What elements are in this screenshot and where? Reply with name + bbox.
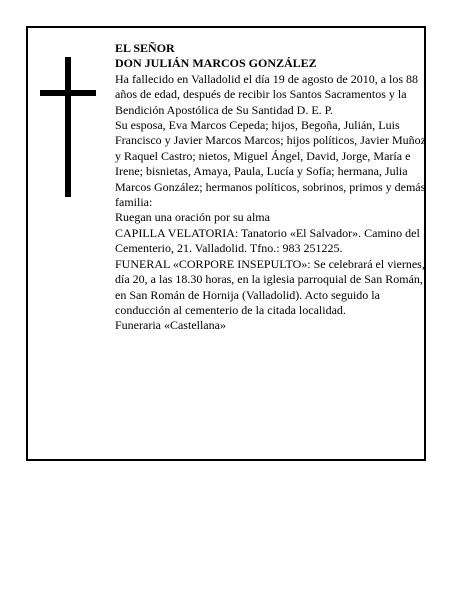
funeral-info: FUNERAL «CORPORE INSEPULTO»: Se celebrará el viernes, día 20, a las 18.30 horas, en la iglesia parroquial de San Román, en San Román de Hornija (Valladolid). Acto seguido la conducción al cementerio de la citada localidad. — [115, 256, 425, 317]
cross-vertical-bar — [65, 57, 71, 197]
cross-horizontal-bar — [40, 90, 96, 96]
chapel-info: CAPILLA VELATORIA: Tanatorio «El Salvador». Camino del Cementerio, 21. Valladolid. Tfno.: 983 251225. — [115, 225, 420, 256]
funeral-home: Funeraria «Castellana» — [115, 318, 226, 333]
prayer-request: Ruegan una oración por su alma — [115, 210, 270, 225]
family-list: Su esposa, Eva Marcos Cepeda; hijos, Begoña, Julián, Luis Francisco y Javier Marcos Marcos; hijos políticos, Javier Muñoz y Raquel Castro; nietos, Miguel Ángel, David, Jorge, María e Irene; bisnietas, Amaya, Paula, Lucía y Sofía; hermana, Julia Marcos González; hermanos políticos, sobrinos, primos y demás familia: — [115, 118, 426, 210]
deceased-name: DON JULIÁN MARCOS GONZÁLEZ — [115, 56, 317, 71]
obituary-text — [115, 41, 427, 334]
cross-icon — [40, 57, 96, 197]
obituary-notice — [26, 26, 426, 461]
obituary-title: EL SEÑOR — [115, 41, 175, 55]
death-announcement: Ha fallecido en Valladolid el día 19 de agosto de 2010, a los 88 años de edad, después de recibir los Santos Sacramentos y la Bendición Apostólica de Su Santidad D. E. P. — [115, 71, 419, 117]
